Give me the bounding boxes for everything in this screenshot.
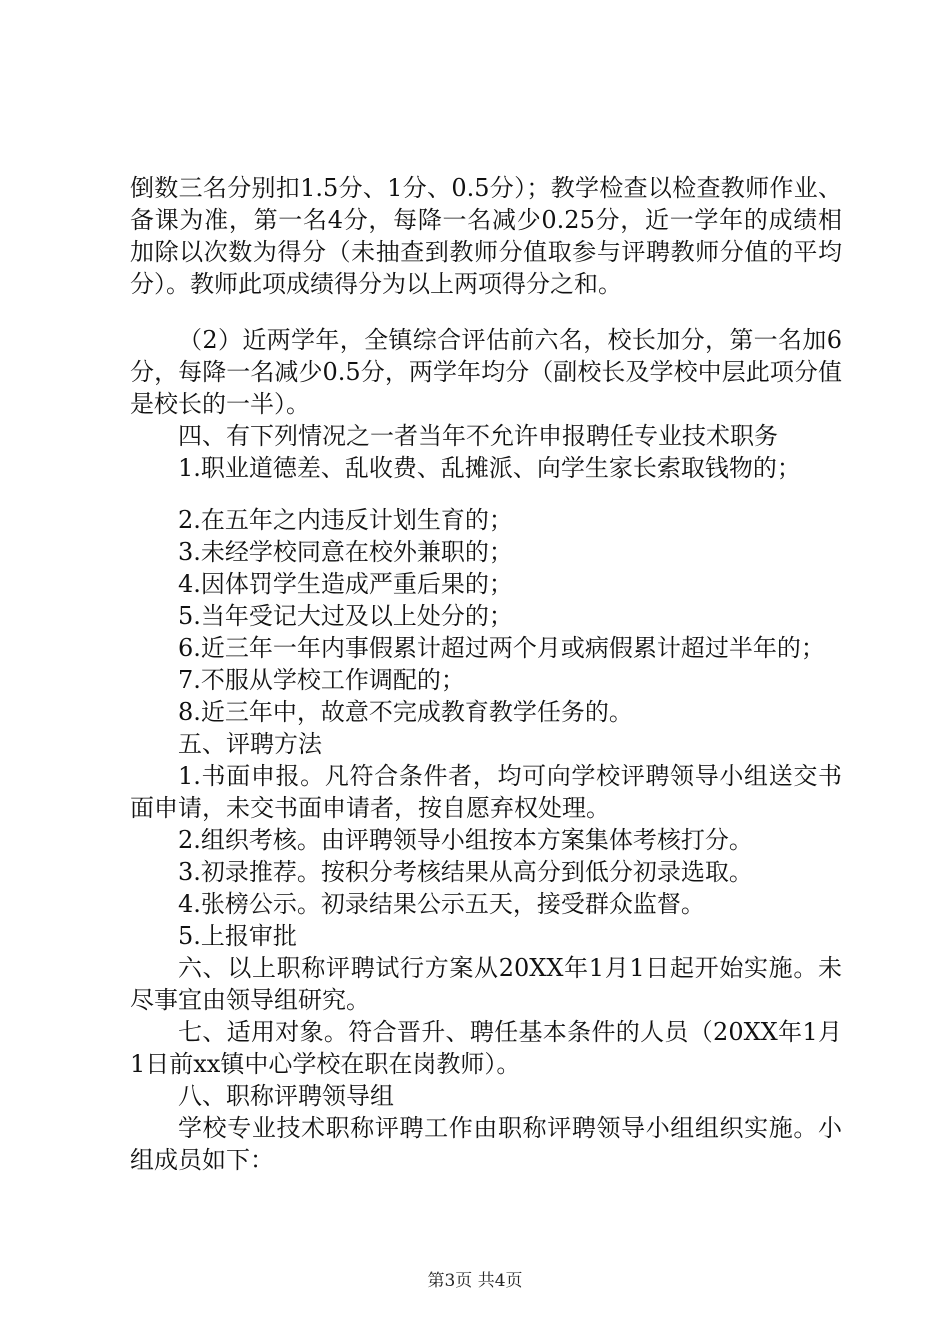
list-item: 4.张榜公示。初录结果公示五天，接受群众监督。 — [178, 890, 705, 918]
list-item: 2.组织考核。由评聘领导小组按本方案集体考核打分。 — [178, 826, 753, 854]
list-item: 1.书面申报。凡符合条件者，均可向学校评聘领导小组送交书面申请，未交书面申请者，按自愿弃权处理。 — [130, 762, 842, 822]
section-heading-scope: 七、适用对象。符合晋升、聘任基本条件的人员（20XX年1月1日前xx镇中心学校在职在岗教师）。 — [130, 1018, 842, 1078]
section-heading-implementation: 六、以上职称评聘试行方案从20XX年1月1日起开始实施。未尽事宜由领导组研究。 — [130, 954, 842, 1014]
paragraph-scoring-continued: 倒数三名分别扣1.5分、1分、0.5分）；教学检查以检查教师作业、备课为准，第一名4分，每降一名减少0.25分，近一学年的成绩相加除以次数为得分（未抽查到教师分值取参与评聘教师分值的平均分）。教师此项成绩得分为以上两项得分之和。 — [130, 174, 842, 298]
list-item: 2.在五年之内违反计划生育的； — [178, 506, 513, 534]
list-item: 3.初录推荐。按积分考核结果从高分到低分初录选取。 — [178, 858, 753, 886]
list-item: 1.职业道德差、乱收费、乱摊派、向学生家长索取钱物的； — [178, 454, 801, 482]
section-heading-disqualifications: 四、有下列情况之一者当年不允许申报聘任专业技术职务 — [178, 422, 778, 450]
paragraph-leadership-members: 学校专业技术职称评聘工作由职称评聘领导小组组织实施。小组成员如下： — [130, 1114, 842, 1174]
document-body — [130, 172, 842, 1176]
page-number-footer: 第3页 共4页 — [427, 1271, 523, 1291]
list-item: 7.不服从学校工作调配的； — [178, 666, 465, 694]
list-item: 4.因体罚学生造成严重后果的； — [178, 570, 513, 598]
paragraph-principal-bonus: （2）近两学年，全镇综合评估前六名，校长加分，第一名加6分，每降一名减少0.5分，两学年均分（副校长及学校中层此项分值是校长的一半）。 — [130, 326, 842, 418]
section-heading-leadership-group: 八、职称评聘领导组 — [178, 1082, 394, 1110]
list-item: 8.近三年中，故意不完成教育教学任务的。 — [178, 698, 633, 726]
list-item: 6.近三年一年内事假累计超过两个月或病假累计超过半年的； — [178, 634, 825, 662]
list-item: 3.未经学校同意在校外兼职的； — [178, 538, 513, 566]
list-item: 5.当年受记大过及以上处分的； — [178, 602, 513, 630]
list-item: 5.上报审批 — [178, 922, 297, 950]
section-heading-methods: 五、评聘方法 — [178, 730, 322, 758]
